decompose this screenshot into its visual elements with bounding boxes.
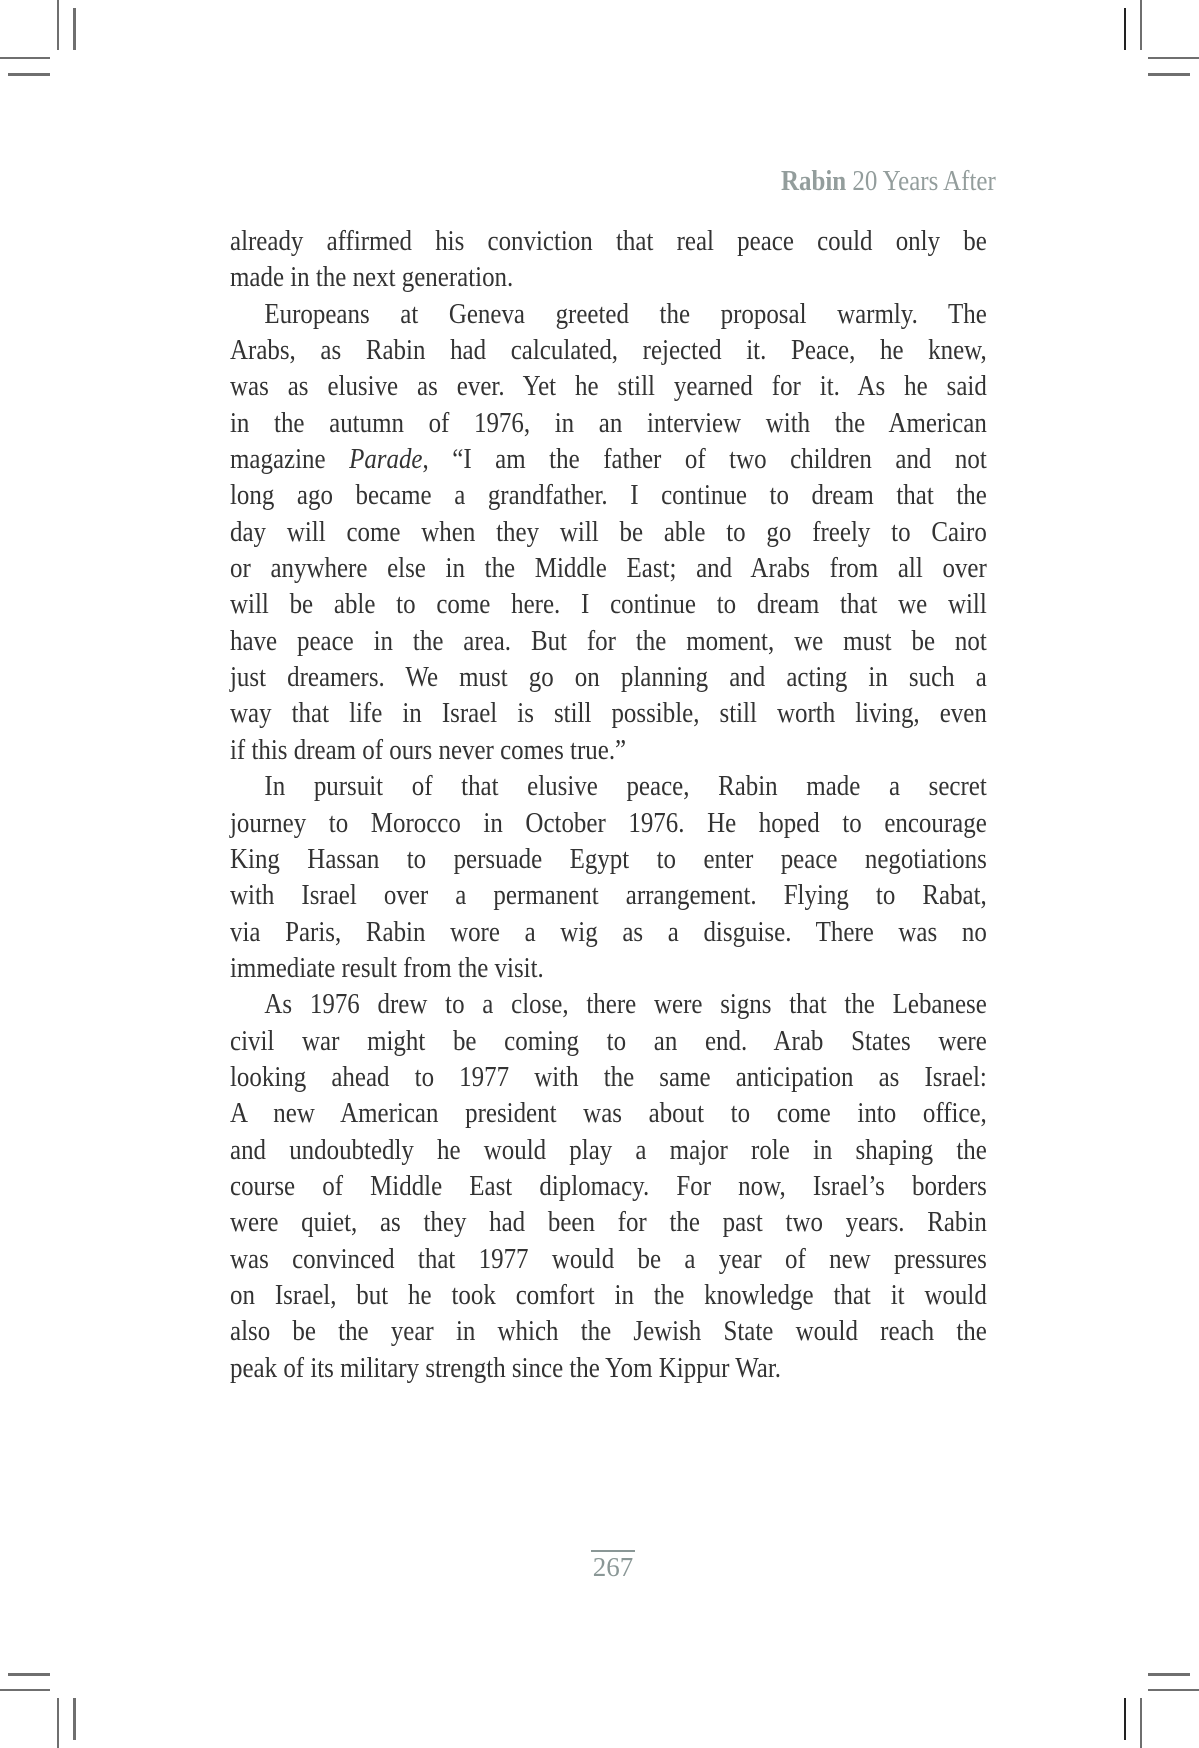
crop-mark-bottom-right-horizontal-inner bbox=[1148, 1673, 1190, 1676]
text-line: and undoubtedly he would play a major role in shaping the bbox=[230, 1133, 987, 1166]
text-line: will be able to come here. I continue to dream that we will bbox=[230, 588, 987, 621]
text-line: with Israel over a permanent arrangement. Flying to Rabat, bbox=[230, 879, 987, 912]
crop-mark-top-right-vertical-inner bbox=[1124, 8, 1126, 50]
text-line: civil war might be coming to an end. Arab States were bbox=[230, 1024, 987, 1057]
text-line: on Israel, but he took comfort in the knowledge that it would bbox=[230, 1278, 987, 1311]
crop-mark-bottom-left-horizontal-outer bbox=[0, 1689, 50, 1691]
crop-mark-bottom-right-vertical-outer bbox=[1140, 1698, 1142, 1748]
text-line: peak of its military strength since the Yom Kippur War. bbox=[230, 1351, 782, 1384]
text-line: magazine Parade, “I am the father of two children and not bbox=[230, 443, 987, 476]
crop-mark-top-right-horizontal-inner bbox=[1148, 73, 1190, 76]
crop-mark-bottom-left-vertical-outer bbox=[57, 1698, 59, 1748]
paragraph bbox=[230, 223, 987, 296]
crop-mark-bottom-left-horizontal-inner bbox=[8, 1673, 50, 1676]
text-line: in the autumn of 1976, in an interview with the American bbox=[230, 406, 987, 439]
paragraph bbox=[230, 296, 987, 768]
text-line: also be the year in which the Jewish State would reach the bbox=[230, 1315, 987, 1348]
text-line: As 1976 drew to a close, there were signs that the Lebanese bbox=[264, 988, 987, 1021]
text-line: journey to Morocco in October 1976. He hoped to encourage bbox=[230, 806, 987, 839]
crop-mark-top-right-horizontal-outer bbox=[1148, 57, 1199, 59]
text-line: In pursuit of that elusive peace, Rabin made a secret bbox=[264, 770, 987, 803]
running-head bbox=[781, 165, 996, 198]
paragraph bbox=[230, 986, 987, 1386]
text-line: looking ahead to 1977 with the same anticipation as Israel: bbox=[230, 1060, 987, 1093]
text-line: were quiet, as they had been for the past two years. Rabin bbox=[230, 1206, 987, 1239]
text-line: A new American president was about to come into office, bbox=[230, 1097, 987, 1130]
body-text bbox=[230, 223, 987, 1386]
text-line: way that life in Israel is still possible, still worth living, even bbox=[230, 697, 987, 730]
text-line: have peace in the area. But for the moment, we must be not bbox=[230, 624, 987, 657]
text-line: was convinced that 1977 would be a year of new pressures bbox=[230, 1242, 987, 1275]
text-line: King Hassan to persuade Egypt to enter peace negotiations bbox=[230, 842, 987, 875]
text-line: Europeans at Geneva greeted the proposal warmly. The bbox=[264, 297, 987, 330]
text-line: already affirmed his conviction that real peace could only be bbox=[230, 225, 987, 257]
text-line: just dreamers. We must go on planning and acting in such a bbox=[230, 661, 987, 694]
running-head-title: Rabin bbox=[781, 165, 847, 197]
crop-mark-bottom-right-vertical-inner bbox=[1124, 1698, 1126, 1740]
text-line: Arabs, as Rabin had calculated, rejected it. Peace, he knew, bbox=[230, 334, 987, 367]
text-line: immediate result from the visit. bbox=[230, 951, 544, 984]
text-line: via Paris, Rabin wore a wig as a disguise. There was no bbox=[230, 915, 987, 948]
text-line: if this dream of ours never comes true.” bbox=[230, 733, 627, 766]
text-line: or anywhere else in the Middle East; and Arabs from all over bbox=[230, 552, 987, 585]
text-line: was as elusive as ever. Yet he still yearned for it. As he said bbox=[230, 370, 987, 403]
italic-title: Parade bbox=[349, 443, 423, 476]
text-line: course of Middle East diplomacy. For now, Israel’s borders bbox=[230, 1169, 987, 1202]
crop-mark-top-right-vertical-outer bbox=[1140, 0, 1142, 50]
crop-mark-top-left-vertical-outer bbox=[57, 0, 59, 50]
crop-mark-bottom-right-horizontal-outer bbox=[1148, 1689, 1199, 1691]
running-head-subtitle: 20 Years After bbox=[846, 165, 996, 197]
text-line: made in the next generation. bbox=[230, 261, 514, 294]
crop-mark-top-left-horizontal-outer bbox=[0, 57, 50, 59]
paragraph bbox=[230, 768, 987, 986]
crop-mark-top-left-horizontal-inner bbox=[8, 73, 50, 76]
text-line: day will come when they will be able to go freely to Cairo bbox=[230, 515, 987, 548]
crop-mark-top-left-vertical-inner bbox=[73, 8, 76, 50]
page-number: 267 bbox=[592, 1552, 634, 1582]
crop-mark-bottom-left-vertical-inner bbox=[73, 1698, 76, 1740]
text-line: long ago became a grandfather. I continue to dream that the bbox=[230, 479, 987, 512]
